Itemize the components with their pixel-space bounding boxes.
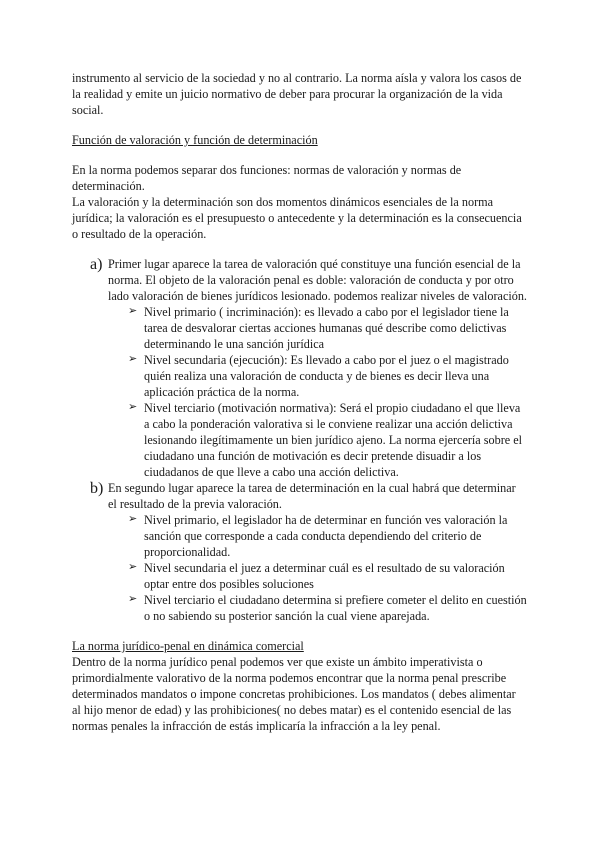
list-item-b [72, 480, 527, 512]
sub-item-nivel-terciario [72, 400, 527, 480]
sub-item-nivel-primario [72, 304, 527, 352]
paragraph-dos-funciones: En la norma podemos separar dos funciones: normas de valoración y normas de determinación. [72, 163, 462, 193]
arrow-bullet-icon: ➢ [128, 512, 138, 525]
sub-item-nivel-primario [72, 512, 527, 560]
section-heading-dinamica: La norma jurídico-penal en dinámica comercial [72, 639, 304, 653]
paragraph-momentos-dinamicos: La valoración y la determinación son dos momentos dinámicos esenciales de la norma jurídica; la valoración es el presupuesto o antecedente y la determinación es la consecuencia o resultado de la operación. [72, 195, 522, 241]
document-page [72, 70, 527, 734]
sub-item-text: Nivel secundaria (ejecución): Es llevado a cabo por el juez o el magistrado quién realiza una valoración de conducta y de bienes es decir lleva una aplicación práctica de la norma. [144, 353, 509, 399]
list-item-text: En segundo lugar aparece la tarea de determinación en la cual habrá que determinar el resultado de la previa valoración. [108, 481, 516, 511]
sub-item-text: Nivel terciario el ciudadano determina si prefiere cometer el delito en cuestión o no sabiendo su posterior sanción la cual viene aparejada. [144, 593, 527, 623]
sub-item-nivel-terciario [72, 592, 527, 624]
list-item-text: Primer lugar aparece la tarea de valoración qué constituye una función esencial de la norma. El objeto de la valoración penal es doble: valoración de conducta y por otro lado valoración de bienes jurídicos lesionado. podemos realizar niveles de valoración. [108, 257, 527, 303]
intro-paragraph: instrumento al servicio de la sociedad y no al contrario. La norma aísla y valora los casos de la realidad y emite un juicio normativo de deber para procurar la organización de la vida social. [72, 71, 522, 117]
sub-item-text: Nivel secundaria el juez a determinar cuál es el resultado de su valoración optar entre dos posibles soluciones [144, 561, 505, 591]
list-marker: a) [90, 256, 103, 273]
arrow-bullet-icon: ➢ [128, 560, 138, 573]
sub-item-text: Nivel primario, el legislador ha de determinar en función ves valoración la sanción que corresponde a cada conducta dependiendo del criterio de proporcionalidad. [144, 513, 508, 559]
sub-item-text: Nivel primario ( incriminación): es llevado a cabo por el legislador tiene la tarea de desvalorar ciertas acciones humanas qué describe como delictivas determinando le una sanción jurídica [144, 305, 509, 351]
arrow-bullet-icon: ➢ [128, 592, 138, 605]
arrow-bullet-icon: ➢ [128, 304, 138, 317]
section-heading-valoracion: Función de valoración y función de determinación [72, 133, 318, 147]
sub-item-text: Nivel terciario (motivación normativa): Será el propio ciudadano el que lleva a cabo la ponderación valorativa si le conviene realizar una acción delictiva lesionando ilegítimamente un bien jurídico ajeno. La norma ejercería sobre el ciudadano una función de motivación es decir pretende disuadir a los ciudadanos de que lleve a cabo una acción delictiva. [144, 401, 523, 479]
list-item-a [72, 256, 527, 304]
sub-item-nivel-secundaria [72, 352, 527, 400]
arrow-bullet-icon: ➢ [128, 400, 138, 413]
paragraph-norma-juridico-penal: Dentro de la norma jurídico penal podemos ver que existe un ámbito imperativista o primordialmente valorativo de la norma podemos encontrar que la norma penal prescribe determinados mandatos o impone concretas prohibiciones. Los mandatos ( debes alimentar al hijo menor de edad) y las prohibiciones( no debes matar) es el contenido esencial de las normas penales la infracción de estás implicaría la infracción a la ley penal. [72, 655, 516, 733]
list-marker: b) [90, 480, 104, 497]
sub-item-nivel-secundaria [72, 560, 527, 592]
arrow-bullet-icon: ➢ [128, 352, 138, 365]
